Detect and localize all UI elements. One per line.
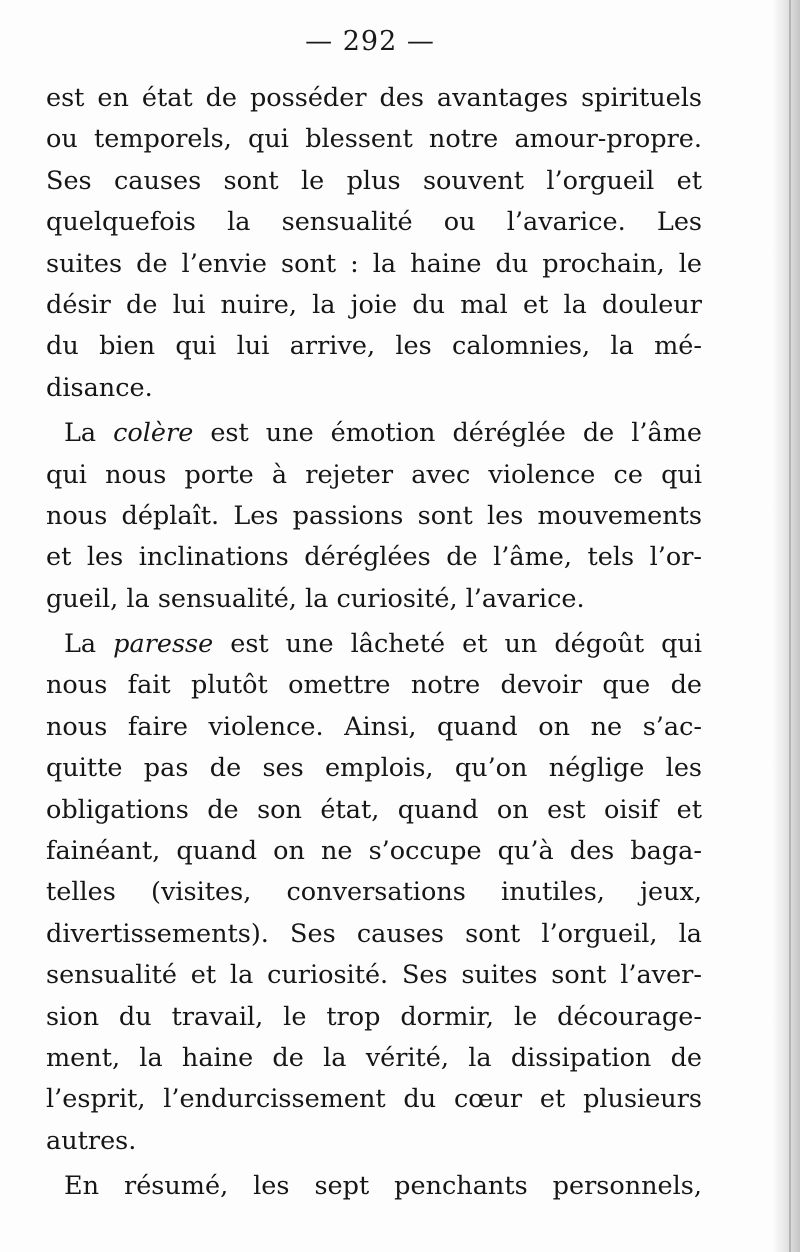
body-text [46,78,702,1208]
text-segment: nous faire violence. Ainsi, quand on ne s’ac- [46,711,702,742]
text-line [46,1079,702,1120]
text-line [46,997,702,1038]
text-line [46,161,702,202]
text-line [46,78,702,119]
paragraph [46,624,702,1162]
paragraph [46,78,702,409]
page-edge-shadow [772,0,800,1252]
text-line [46,955,702,996]
text-line [46,496,702,537]
text-segment: Ses causes sont le plus souvent l’orgueil et [46,165,702,196]
page-edge-line [789,0,791,1252]
text-line [46,202,702,243]
text-line [46,537,702,578]
text-line [46,244,702,285]
text-line [46,368,702,409]
text-segment: sensualité et la curiosité. Ses suites sont l’aver- [46,960,702,991]
text-line [46,665,702,706]
text-line [46,1038,702,1079]
text-line [46,748,702,789]
text-segment: est une émotion déréglée de l’âme [193,418,702,449]
text-segment: En résumé, les sept penchants personnels, [64,1171,702,1202]
text-line [46,1166,702,1207]
paragraph [46,1166,702,1207]
text-segment: divertissements). Ses causes sont l’orgueil, la [46,918,702,949]
italic-term: paresse [113,629,214,660]
text-segment: l’esprit, l’endurcissement du cœur et plusieurs [46,1084,702,1115]
text-segment: La [64,629,114,660]
text-line [46,326,702,367]
text-segment: La [64,418,114,449]
text-segment: et les inclinations déréglées de l’âme, tels l’or- [46,542,702,573]
text-line [46,579,702,620]
text-segment: nous fait plutôt omettre notre devoir que de [46,670,702,701]
text-line [46,285,702,326]
text-segment: fainéant, quand on ne s’occupe qu’à des baga- [46,836,702,867]
text-segment: ment, la haine de la vérité, la dissipation de [46,1042,702,1073]
text-line [46,872,702,913]
text-segment: est une lâcheté et un dégoût qui [213,629,702,660]
text-line [46,455,702,496]
text-segment: quitte pas de ses emplois, qu’on néglige les [46,753,702,784]
text-segment: du bien qui lui arrive, les calomnies, la mé- [46,331,702,362]
text-segment: désir de lui nuire, la joie du mal et la douleur [46,289,702,320]
text-segment: sion du travail, le trop dormir, le découragе- [46,1001,702,1032]
text-line [46,119,702,160]
text-segment: nous déplaît. Les passions sont les mouvements [46,500,702,531]
italic-term: colère [113,418,194,449]
text-line [46,413,702,454]
text-segment: autres. [46,1125,137,1156]
paragraph [46,413,702,620]
text-segment: gueil, la sensualité, la curiosité, l’avarice. [46,583,585,614]
text-segment: telles (visites, conversations inutiles, jeux, [46,877,702,908]
text-line [46,790,702,831]
text-line [46,707,702,748]
text-line [46,1121,702,1162]
text-segment: quelquefois la sensualité ou l’avarice. Les [46,207,702,238]
page-number: — 292 — [305,26,435,57]
text-segment: qui nous porte à rejeter avec violence ce qui [46,459,702,490]
text-segment: ou temporels, qui blessent notre amour-propre. [46,124,702,155]
text-segment: disance. [46,372,153,403]
text-line [46,831,702,872]
text-line [46,624,702,665]
text-line [46,914,702,955]
text-segment: obligations de son état, quand on est oisif et [46,794,702,825]
text-segment: est en état de posséder des avantages spirituels [46,83,702,113]
text-segment: suites de l’envie sont : la haine du prochain, le [46,248,702,279]
